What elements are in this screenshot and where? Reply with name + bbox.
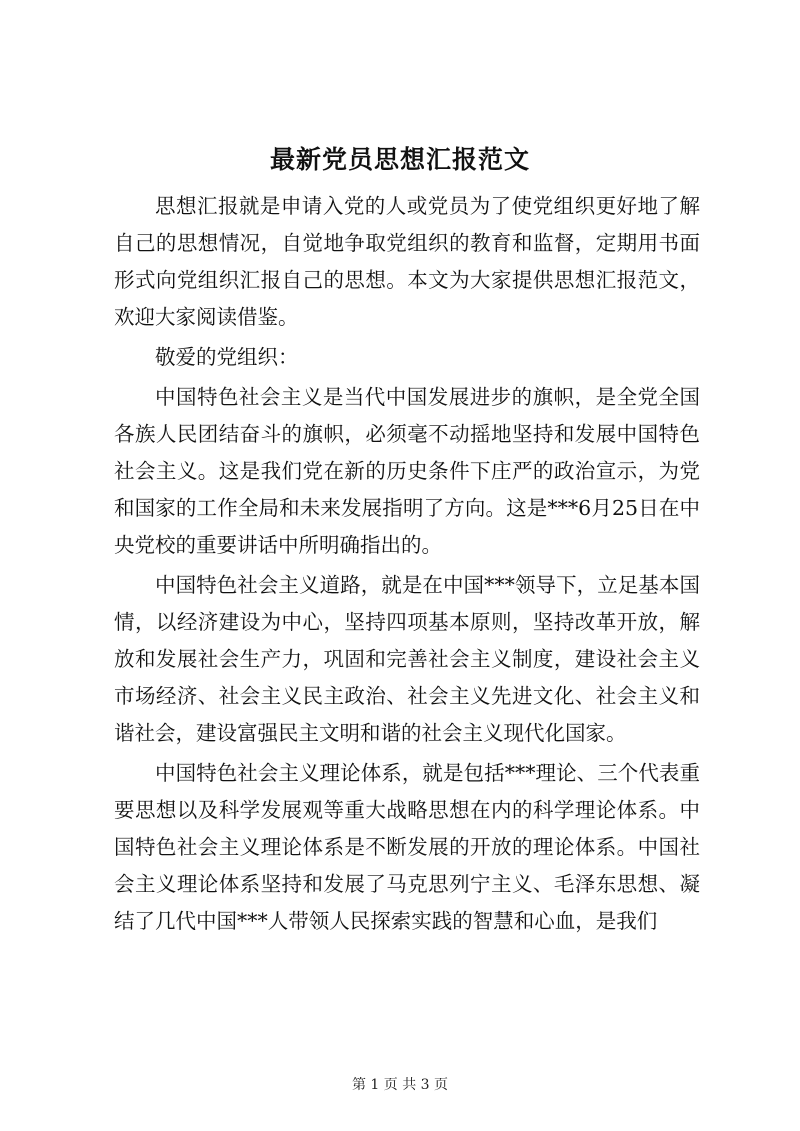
document-title: 最新党员思想汇报范文 <box>269 145 530 174</box>
intro-paragraph: 思想汇报就是申请入党的人或党员为了使党组织更好地了解自己的思想情况，自觉地争取党组织的教育和监督，定期用书面形式向党组织汇报自己的思想。本文为大家提供思想汇报范文，欢迎大家阅读借鉴。 <box>114 194 700 329</box>
page-footer: 第 1 页 共 3 页 <box>351 1077 449 1093</box>
body-paragraph: 中国特色社会主义理论体系，就是包括***理论、三个代表重要思想以及科学发展观等重大战略思想在内的科学理论体系。中国特色社会主义理论体系是不断发展的开放的理论体系。中国社会主义理论体系坚持和发展了马克思列宁主义、毛泽东思想、凝结了几代中国***人带领人民探索实践的智慧和心血，是我们 <box>114 761 700 933</box>
body-paragraph: 中国特色社会主义是当代中国发展进步的旗帜，是全党全国各族人民团结奋斗的旗帜，必须毫不动摇地坚持和发展中国特色社会主义。这是我们党在新的历史条件下庄严的政治宣示，为党和国家的工作全局和未来发展指明了方向。这是***6月25日在中央党校的重要讲话中所明确指出的。 <box>114 385 700 557</box>
body-paragraph: 中国特色社会主义道路，就是在中国***领导下，立足基本国情，以经济建设为中心，坚持四项基本原则，坚持改革开放，解放和发展社会生产力，巩固和完善社会主义制度，建设社会主义市场经济、社会主义民主政治、社会主义先进文化、社会主义和谐社会，建设富强民主文明和谐的社会主义现代化国家。 <box>114 573 700 745</box>
salutation: 敬爱的党组织： <box>155 345 299 369</box>
document-body <box>114 188 700 943</box>
